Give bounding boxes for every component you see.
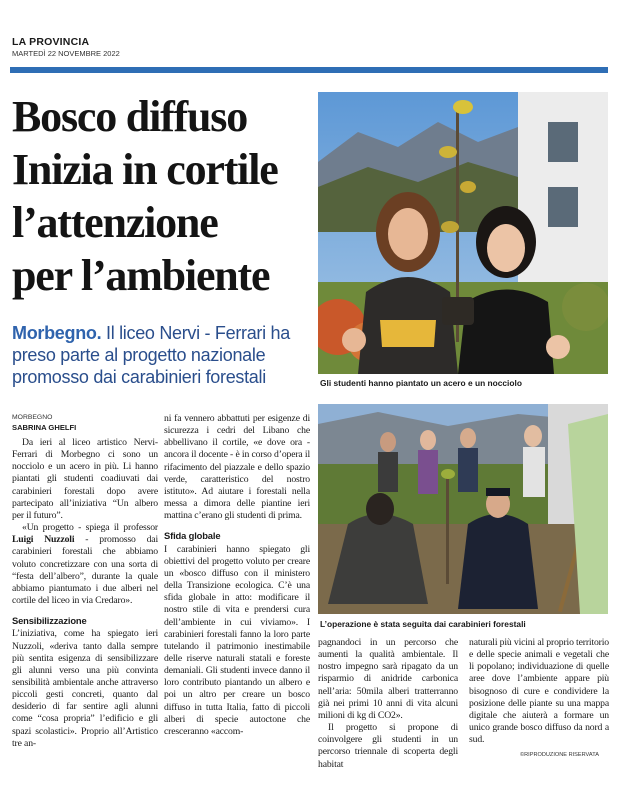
article-column-3	[318, 637, 458, 771]
masthead	[12, 36, 120, 58]
photo-caption: Gli studenti hanno piantato un acero e un nocciolo	[320, 378, 522, 388]
article-column-4	[469, 637, 609, 746]
byline	[12, 414, 76, 432]
photo-students-planting-image	[318, 92, 608, 374]
headline	[12, 90, 312, 302]
headline-line: Inizia in cortile	[12, 145, 278, 194]
photo-carabinieri-planting	[318, 404, 608, 614]
photo-students-planting	[318, 92, 608, 374]
copyright-notice: ©RIPRODUZIONE RISERVATA	[520, 752, 599, 758]
article-paragraph: Il progetto si propone di coinvolgere gli studenti in un percorso triennale di scoperta degli habitat	[318, 722, 458, 770]
dateline: MORBEGNO	[12, 414, 53, 421]
headline-line: per l’ambiente	[12, 251, 270, 300]
article-paragraph: pagnandoci in un percorso che aumenti la qualità ambientale. Il nostro impegno sarà ripagato da un risparmio di anidride carbonica nell’aria: 50mila alberi tratterranno già nei primi 10 anni di vita alcuni milioni di kg di CO2».	[318, 637, 458, 721]
article-paragraph: L’iniziativa, come ha spiegato ieri Nuzzoli, «deriva tanto dalla sempre più sentita esigenza di sensibilizzare gli alunni verso una più convinta sensibilità ambientale anche attraverso piccoli gesti concreti, quanto dal desiderio di far sentire agli alunni come “cosa propria” l’edificio e gli spazi scolastici». Proprio all’Artistico tre an-	[12, 628, 158, 749]
author-name: SABRINA GHELFI	[12, 423, 77, 432]
issue-date: MARTEDÌ 22 NOVEMBRE 2022	[12, 49, 120, 58]
article-paragraph: I carabinieri hanno spiegato gli obiettivi del progetto voluto per creare un «bosco diffuso con il ministero della Transizione ecologica. C’è una sfida globale in atto: modificare il nostro stile di vita e prendersi cura dell’ambiente in cui viviamo». I carabinieri forestali fanno la loro parte tutelando il patrimonio inestimabile delle riserve naturali statali e foreste demaniali. Gli studenti invece danno il loro contributo piantando un albero e poi un altro per creare un bosco diffuso in tutta Italia, fatto di piccoli alberi di specie autoctone che cresceranno «accom-	[164, 543, 310, 737]
subheading: Sensibilizzazione	[12, 615, 87, 627]
headline-line: Bosco diffuso	[12, 92, 247, 141]
newspaper-name: LA PROVINCIA	[12, 36, 90, 48]
teacher-name: Luigi Nuzzoli	[12, 534, 75, 546]
article-paragraph: ni fa vennero abbattuti per esigenze di sicurezza i cedri del Libano che abbellivano il cortile, «e dove ora - ancora il docente - è in corso d’opera il rifacimento del piazzale e dello spazio verde, caratteristico del nostro istituto». Ad aiutare i forestali nella messa a dimora delle piantine ieri mattina c’erano gli studenti di prima.	[164, 413, 310, 522]
article-paragraph: naturali più vicini al proprio territorio e delle specie animali e vegetali che li popolano; individuazione di quelle aree dove l’ambiente appare più bisognoso di cure e condividere la posizione delle piante su una mappa digitale che aiuterà a formare un unico grande bosco diffuso da nord a sud.	[469, 637, 609, 746]
standfirst-text: Il liceo Nervi - Ferrari ha preso parte al progetto nazionale promosso dai carabinieri forestali	[12, 323, 290, 387]
standfirst	[12, 322, 312, 388]
subheading: Sfida globale	[164, 530, 221, 542]
article-paragraph	[12, 522, 158, 607]
section-rule	[10, 67, 608, 73]
photo-carabinieri-planting-image	[318, 404, 608, 614]
photo-caption: L’operazione è stata seguita dai carabinieri forestali	[320, 619, 526, 629]
quote-text: - promosso dai carabinieri forestali che abbiamo voluto concretizzare con una sorta di “festa dell’albero”, durante la quale abbiamo piantumato i due alberi nel cortile del liceo in via Credaro».	[12, 534, 158, 607]
quote-text: «Un progetto - spiega il professor	[22, 522, 158, 534]
headline-line: l’attenzione	[12, 198, 218, 247]
article-column-2	[164, 413, 310, 738]
standfirst-place: Morbegno.	[12, 323, 102, 343]
article-paragraph: Da ieri al liceo artistico Nervi-Ferrari di Morbegno ci sono un nocciolo e un acero in più. Li hanno piantati gli studenti coadiuvati dai carabinieri forestali dopo avere partecipato all’iniziativa “Un albero per il futuro”.	[12, 437, 158, 521]
article-column-1	[12, 437, 158, 750]
